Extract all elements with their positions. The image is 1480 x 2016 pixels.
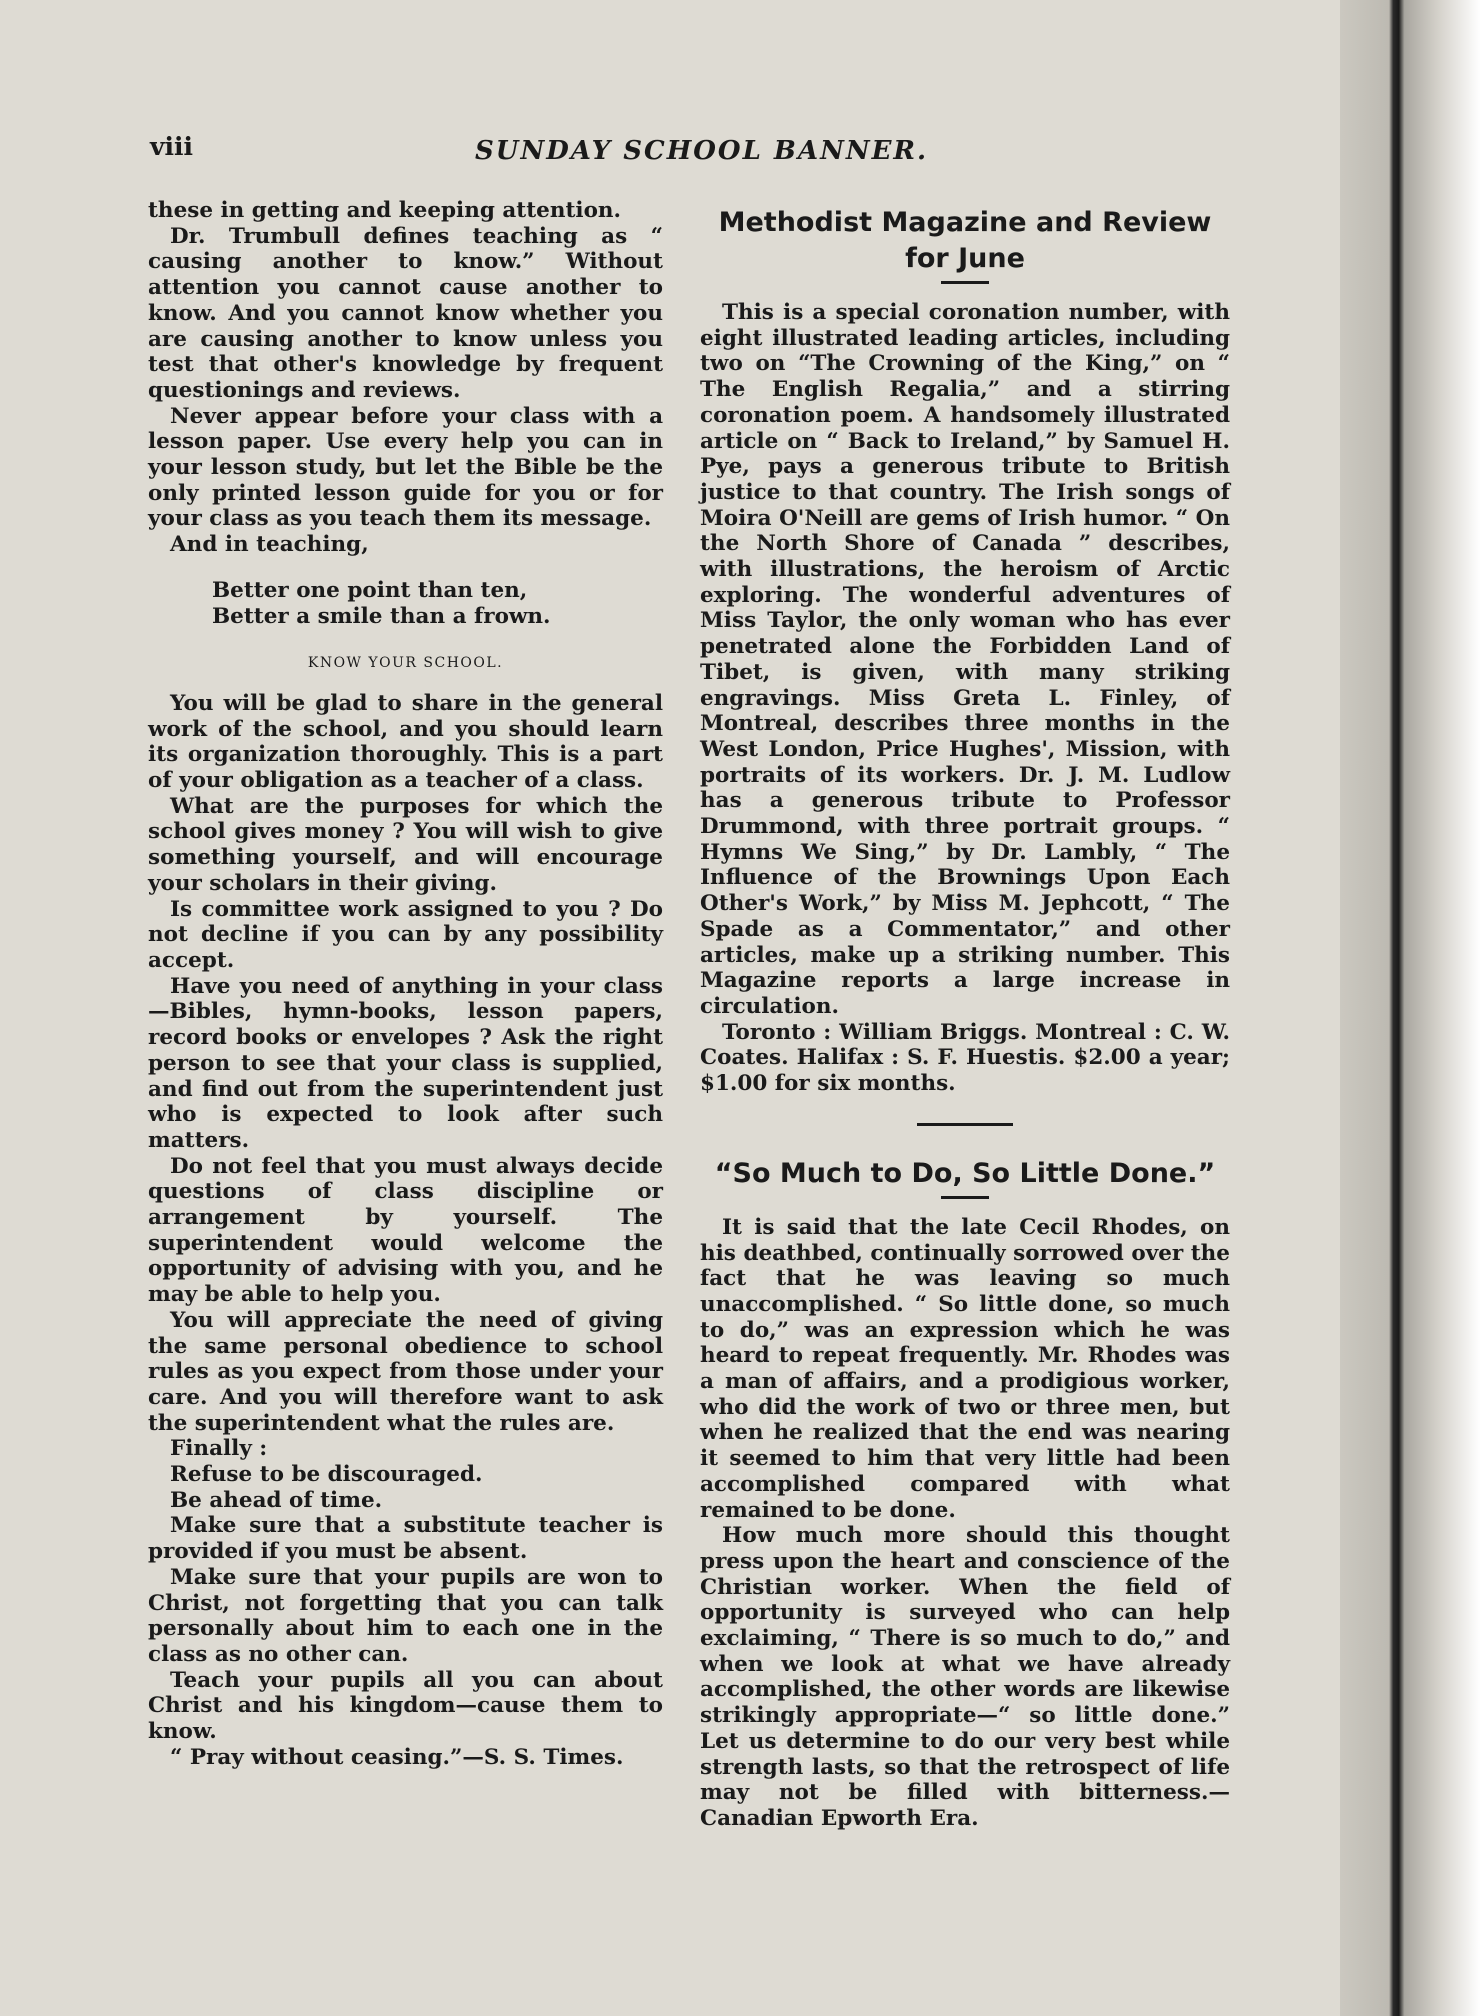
paragraph: “ Pray without ceasing.”—S. S. Times. bbox=[170, 1744, 624, 1770]
paragraph: You will be glad to share in the general work of the school, and you should learn its organization thoroughly. This is a part of your obligation as a teacher of a class. bbox=[148, 690, 663, 794]
paragraph: Dr. Trumbull defines teaching as “ causing another to know.” Without attention you cannot cause another to know. And you cannot know whether you are causing another to know unless you test that other's knowledge by frequent questionings and reviews. bbox=[148, 223, 663, 403]
paragraph: You will appreciate the need of giving the same personal obedience to school rules as you expect from those under your care. And you will therefore want to ask the superintendent what the rules are. bbox=[148, 1307, 663, 1436]
paragraph: Finally : bbox=[170, 1436, 268, 1462]
verse-line: Better one point than ten, bbox=[212, 577, 528, 603]
paragraph: This is a special coronation number, with eight illustrated leading articles, including two on “The Crowning of the King,” on “ The English Regalia,” and a stirring coronation poem. A handsomely illustrated article on “ Back to Ireland,” by Samuel H. Pye, pays a generous tribute to British justice to that country. The Irish songs of Moira O'Neill are gems of Irish humor. “ On the North Shore of Canada ” describes, with illustrations, the heroism of Arctic exploring. The wonderful adventures of Miss Taylor, the only woman who has ever penetrated alone the Forbidden Land of Tibet, is given, with many striking engravings. Miss Greta L. Finley, of Montreal, describes three months in the West London, Price Hughes', Mission, with portraits of its workers. Dr. J. M. Ludlow has a generous tribute to Professor Drummond, with three portrait groups. “ Hymns We Sing,” by Dr. Lambly, “ The Influence of the Brownings Upon Each Other's Work,” by Miss M. Jephcott, “ The Spade as a Commentator,” and other articles, make up a striking number. This Magazine reports a large increase in circulation. bbox=[700, 300, 1230, 1019]
paragraph: Teach your pupils all you can about Christ and his kingdom—cause them to know. bbox=[148, 1667, 663, 1745]
section-title: “So Much to Do, So Little Done.” bbox=[714, 1157, 1216, 1189]
paragraph: Make sure that a substitute teacher is provided if you must be absent. bbox=[148, 1513, 663, 1565]
page-number: viii bbox=[150, 132, 194, 161]
paragraph: Refuse to be discouraged. bbox=[170, 1462, 483, 1488]
paragraph: Toronto : William Briggs. Montreal : C. W. Coates. Halifax : S. F. Huestis. $2.00 a year; $1.00 for six months. bbox=[700, 1019, 1230, 1097]
paragraph: Make sure that your pupils are won to Christ, not forgetting that you can talk personally about him to each one in the class as no other can. bbox=[148, 1564, 663, 1667]
left-column bbox=[148, 198, 663, 1770]
running-title: SUNDAY SCHOOL BANNER. bbox=[475, 136, 929, 166]
page-header bbox=[150, 132, 1270, 172]
section-subheading: KNOW YOUR SCHOOL. bbox=[307, 655, 504, 672]
section-title: Methodist Magazine and Review for June bbox=[718, 207, 1212, 274]
verse bbox=[212, 578, 663, 629]
paragraph: Be ahead of time. bbox=[170, 1487, 383, 1513]
title-rule bbox=[941, 1196, 989, 1199]
paragraph: How much more should this thought press upon the heart and conscience of the Christian worker. When the field of opportunity is surveyed who can help exclaiming, “ There is so much to do,” and when we look at what we have already accomplished, the other words are likewise strikingly appropriate—“ so little done.” Let us determine to do our very best while strength lasts, so that the retrospect of life may not be filled with bitterness.—Canadian Epworth Era. bbox=[700, 1523, 1230, 1831]
paragraph: What are the purposes for which the school gives money ? You will wish to give something yourself, and will encourage your scholars in their giving. bbox=[148, 793, 663, 896]
paragraph: Never appear before your class with a lesson paper. Use every help you can in your lesson study, but let the Bible be the only printed lesson guide for you or for your class as you teach them its message. bbox=[148, 403, 663, 532]
title-rule bbox=[941, 281, 989, 284]
paragraph: these in getting and keeping attention. bbox=[148, 198, 622, 223]
paragraph: It is said that the late Cecil Rhodes, on his deathbed, continually sorrowed over the fact that he was leaving so much unaccomplished. “ So little done, so much to do,” was an expression which he was heard to repeat frequently. Mr. Rhodes was a man of affairs, and a prodigious worker, who did the work of two or three men, but when he realized that the end was nearing it seemed to him that very little had been accomplished compared with what remained to be done. bbox=[700, 1214, 1230, 1523]
paragraph: Do not feel that you must always decide questions of class discipline or arrangement by yourself. The superintendent would welcome the opportunity of advising with you, and he may be able to help you. bbox=[148, 1153, 663, 1308]
verse-line: Better a smile than a frown. bbox=[212, 603, 551, 629]
right-column bbox=[700, 205, 1230, 1832]
paragraph: Have you need of anything in your class—Bibles, hymn-books, lesson papers, record books or envelopes ? Ask the right person to see that your class is supplied, and find out from the superintendent just who is expected to look after such matters. bbox=[148, 973, 663, 1153]
paragraph: And in teaching, bbox=[170, 532, 369, 558]
section-divider bbox=[917, 1123, 1013, 1126]
book-binding bbox=[1340, 0, 1480, 2016]
paragraph: Is committee work assigned to you ? Do not decline if you can by any possibility accept. bbox=[148, 896, 663, 973]
